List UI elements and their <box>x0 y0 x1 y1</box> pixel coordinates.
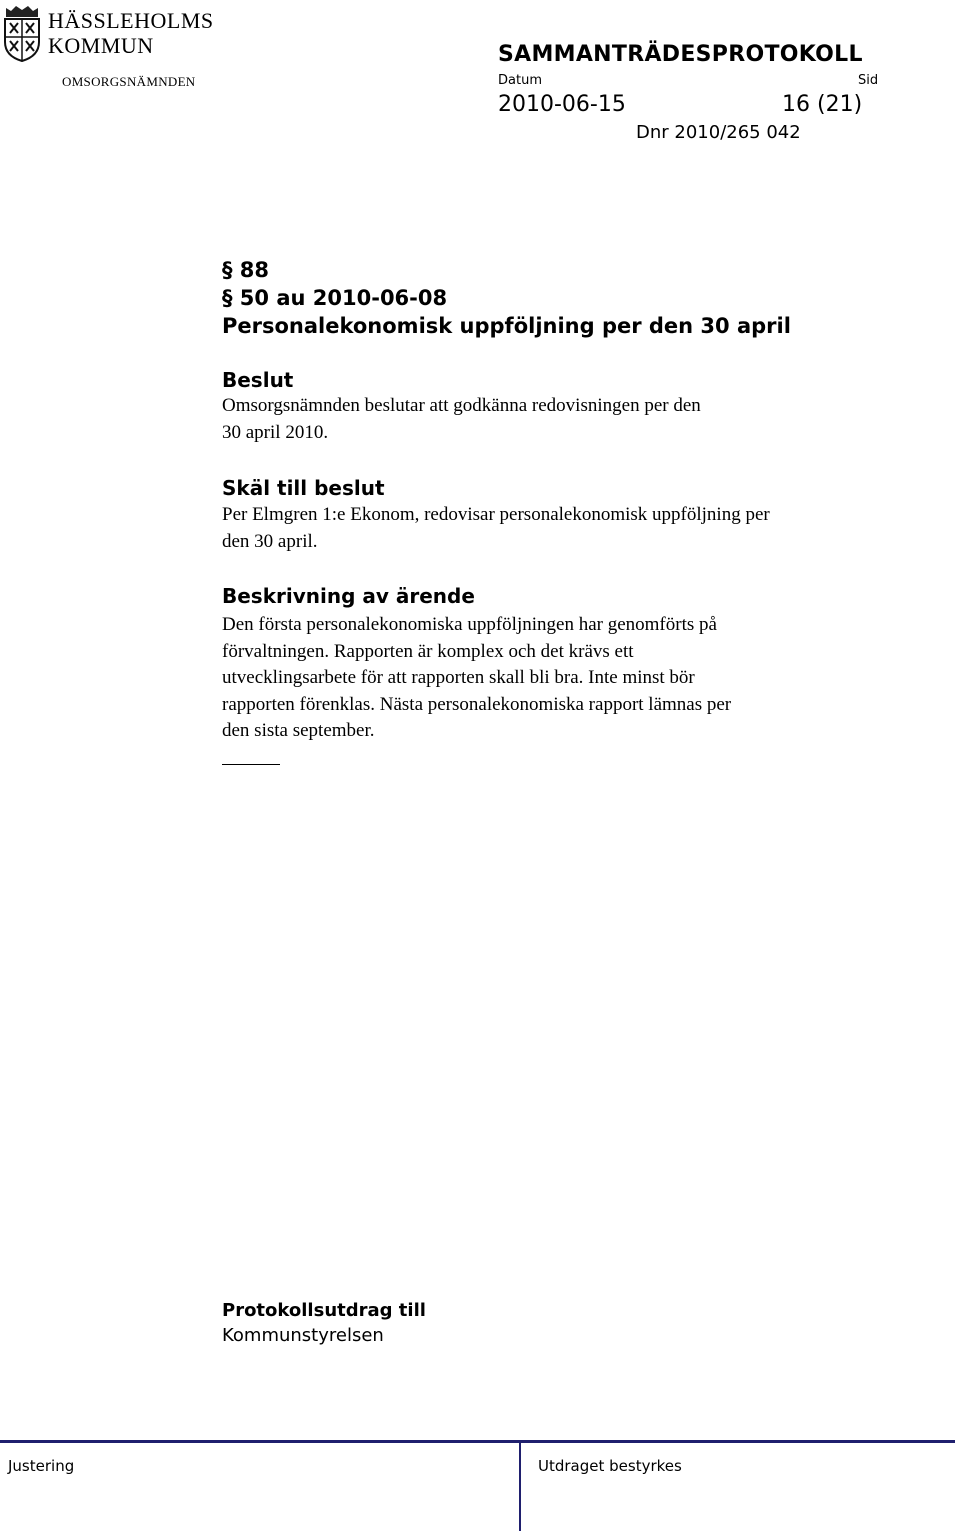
organization-name <box>48 8 214 58</box>
committee-paragraph-reference: § 50 au 2010-06-08 <box>222 286 448 310</box>
org-name-line-1: HÄSSLEHOLMS <box>48 8 214 33</box>
footer-rule <box>0 1440 955 1443</box>
end-of-section-rule <box>222 764 280 765</box>
decision-text-line: 30 april 2010. <box>222 422 329 443</box>
reasons-text-line: den 30 april. <box>222 531 318 552</box>
decision-heading: Beslut <box>222 368 294 392</box>
decision-text-line: Omsorgsnämnden beslutar att godkänna redovisningen per den <box>222 395 701 416</box>
case-number: Dnr 2010/265 042 <box>636 122 801 143</box>
document-title: SAMMANTRÄDESPROTOKOLL <box>498 42 863 67</box>
description-text-line: utvecklingsarbete för att rapporten skall bli bra. Inte minst bör <box>222 667 695 688</box>
page-number: 16 (21) <box>782 92 863 117</box>
footer-divider <box>519 1440 521 1531</box>
description-text-line: Den första personalekonomiska uppföljningen har genomförts på <box>222 614 717 635</box>
department-name: OMSORGSNÄMNDEN <box>62 74 196 89</box>
reasons-heading: Skäl till beslut <box>222 476 385 500</box>
paragraph-number: § 88 <box>222 258 270 282</box>
extract-recipients-heading: Protokollsutdrag till <box>222 1300 426 1321</box>
matter-title: Personalekonomisk uppföljning per den 30 april <box>222 314 791 338</box>
org-name-line-2: KOMMUN <box>48 33 154 58</box>
description-heading: Beskrivning av ärende <box>222 584 475 608</box>
signature-field-label: Justering <box>8 1457 75 1475</box>
municipal-coat-of-arms-logo <box>2 4 42 62</box>
description-text-line: rapporten förenklas. Nästa personalekonomiska rapport lämnas per <box>222 694 732 715</box>
description-text-line: förvaltningen. Rapporten är komplex och det krävs ett <box>222 641 634 662</box>
page-label: Sid <box>858 73 879 88</box>
certification-field-label: Utdraget bestyrkes <box>538 1457 682 1475</box>
meeting-date: 2010-06-15 <box>498 92 626 117</box>
extract-recipient: Kommunstyrelsen <box>222 1325 384 1346</box>
description-text-line: den sista september. <box>222 720 375 741</box>
date-label: Datum <box>498 73 542 88</box>
reasons-text-line: Per Elmgren 1:e Ekonom, redovisar personalekonomisk uppföljning per <box>222 504 770 525</box>
